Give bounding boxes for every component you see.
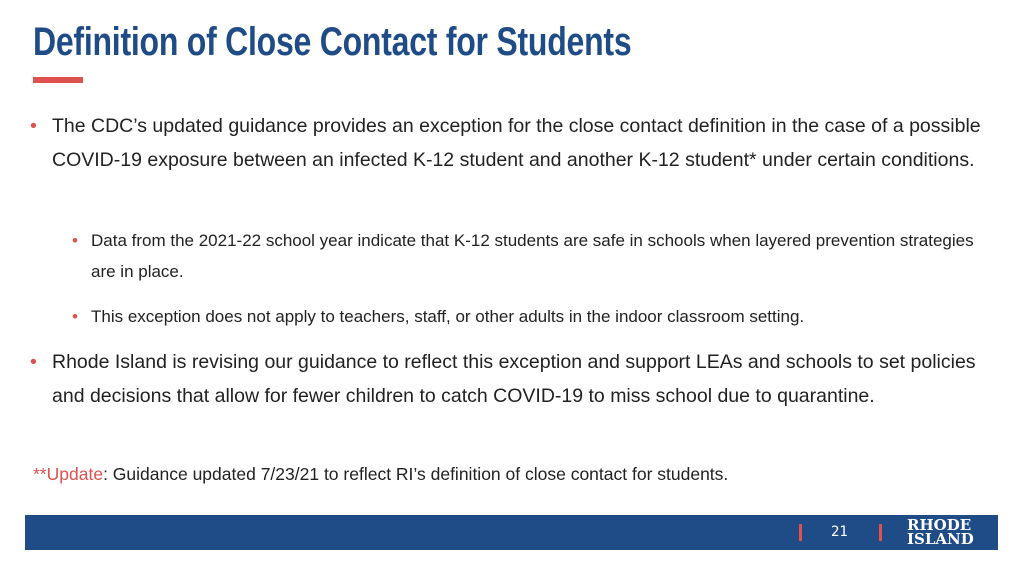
footer-divider — [879, 524, 882, 541]
title-underline — [33, 77, 83, 83]
sub-bullet-item: • This exception does not apply to teachers, staff, or other adults in the indoor classroom setting. — [91, 301, 991, 332]
bullet-item: • Rhode Island is revising our guidance to reflect this exception and support LEAs and schools to set policies and decisions that allow for fewer children to catch COVID-19 to miss school due to quarantine. — [52, 345, 992, 413]
sub-bullet-item: • Data from the 2021-22 school year indicate that K-12 students are safe in schools when layered prevention strategies are in place. — [91, 225, 991, 287]
bullet-icon: • — [72, 231, 78, 250]
rhode-island-logo: RHODE ISLAND — [907, 516, 974, 548]
bullet-item: • The CDC’s updated guidance provides an exception for the close contact definition in the case of a possible COVID-19 exposure between an infected K-12 student and another K-12 student* under certain conditions. — [52, 109, 992, 177]
page-title: Definition of Close Contact for Students — [33, 20, 632, 64]
bullet-icon: • — [30, 115, 37, 137]
bullet-icon: • — [30, 351, 37, 373]
footer-divider — [799, 524, 802, 541]
update-label: **Update — [33, 464, 104, 484]
bullet-icon: • — [72, 307, 78, 326]
page-number: 21 — [831, 524, 848, 540]
update-note: **Update: Guidance updated 7/23/21 to reflect RI’s definition of close contact for students. — [33, 464, 729, 484]
footer-bar — [25, 515, 998, 550]
